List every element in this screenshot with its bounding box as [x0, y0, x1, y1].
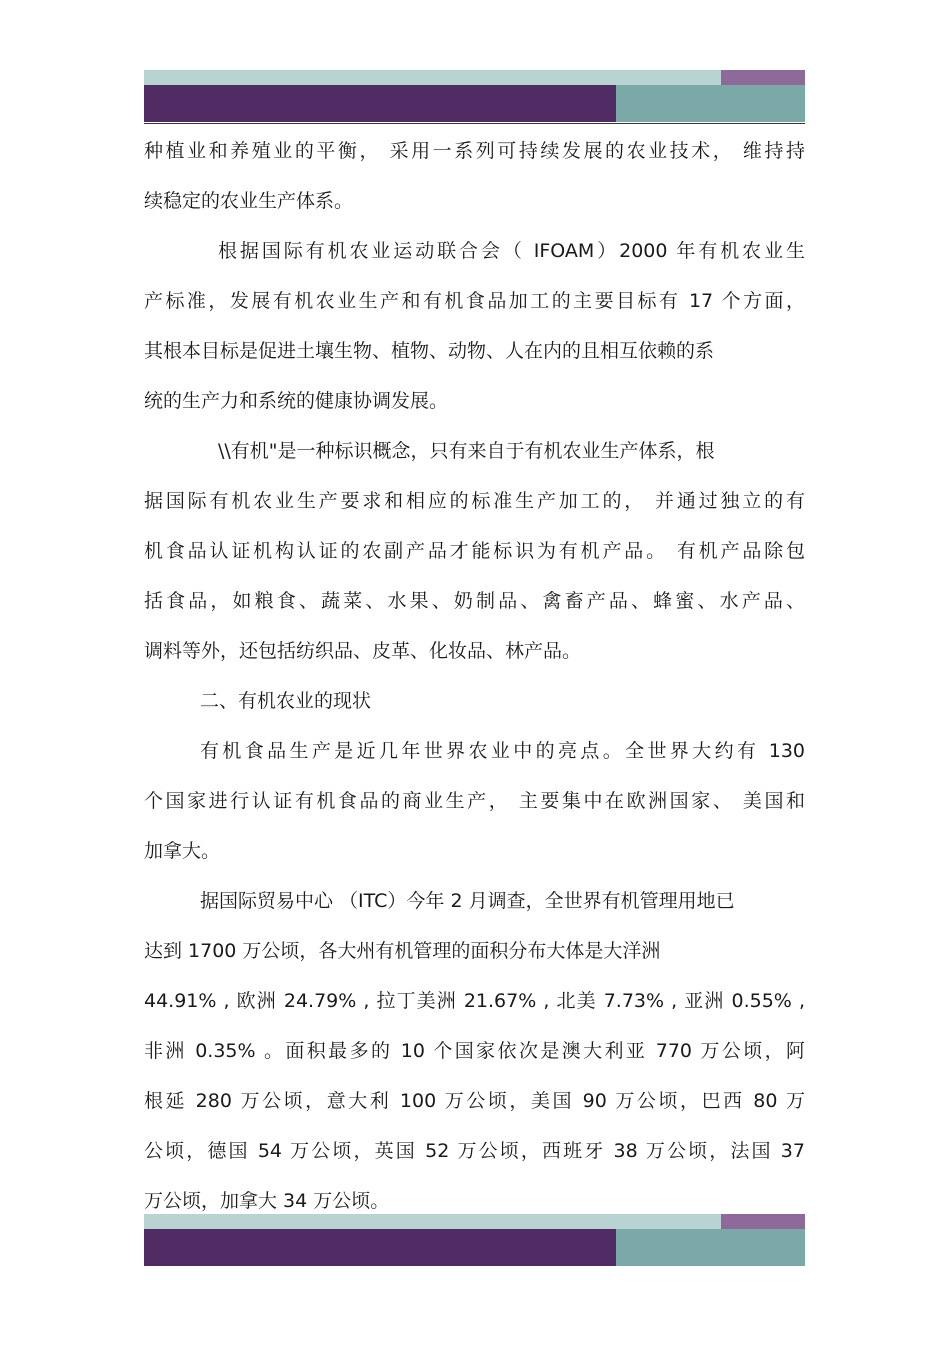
- header-band-light-strip: [144, 70, 721, 85]
- footer-band-light-strip: [144, 1214, 721, 1229]
- text-line: 调料等外，还包括纺织品、皮革、化妆品、林产品。: [144, 640, 582, 662]
- text-line: 公顷，德国 54 万公顷，英国 52 万公顷，西班牙 38 万公顷，法国 37: [144, 1140, 805, 1162]
- text-line: 加拿大。: [144, 840, 221, 862]
- text-line: 产标准，发展有机农业生产和有机食品加工的主要目标有 17 个方面，: [144, 290, 805, 312]
- header-decor-band: [144, 70, 805, 122]
- header-band-teal-strip: [616, 85, 805, 122]
- text-line: 其根本目标是促进土壤生物、植物、动物、人在内的且相互依赖的系: [144, 340, 715, 362]
- text-line: 据国际贸易中心 （ITC）今年 2 月调查，全世界有机管理用地已: [200, 890, 735, 912]
- text-line: 据国际有机农业生产要求和相应的标准生产加工的， 并通过独立的有: [144, 490, 805, 512]
- text-line: 达到 1700 万公顷，各大州有机管理的面积分布大体是大洋洲: [144, 940, 661, 962]
- text-line: 44.91% , 欧洲 24.79% , 拉丁美洲 21.67% , 北美 7.73% , 亚洲 0.55% ,: [144, 990, 805, 1012]
- text-line: 统的生产力和系统的健康协调发展。: [144, 390, 449, 412]
- header-band-dark-strip: [144, 85, 616, 122]
- footer-band-dark-strip: [144, 1229, 616, 1266]
- document-body: [144, 126, 805, 1226]
- footer-band-accent-strip: [721, 1214, 805, 1229]
- header-band-accent-strip: [721, 70, 805, 85]
- section-heading: 二、有机农业的现状: [200, 690, 372, 712]
- text-line: 根据国际有机农业运动联合会（ IFOAM）2000 年有机农业生: [218, 240, 805, 262]
- text-line: 括食品，如粮食、蔬菜、水果、奶制品、禽畜产品、蜂蜜、水产品、: [144, 590, 805, 612]
- text-line: 万公顷，加拿大 34 万公顷。: [144, 1190, 390, 1212]
- text-line: 非洲 0.35% 。面积最多的 10 个国家依次是澳大利亚 770 万公顷，阿: [144, 1040, 805, 1062]
- footer-decor-band: [144, 1214, 805, 1266]
- header-rule: [144, 123, 805, 124]
- text-line: 个国家进行认证有机食品的商业生产， 主要集中在欧洲国家、 美国和: [144, 790, 805, 812]
- text-line: \\有机"是一种标识概念，只有来自于有机农业生产体系，根: [218, 440, 715, 462]
- text-line: 续稳定的农业生产体系。: [144, 190, 354, 212]
- footer-band-teal-strip: [616, 1229, 805, 1266]
- text-line: 有机食品生产是近几年世界农业中的亮点。全世界大约有 130: [200, 740, 805, 762]
- text-line: 机食品认证机构认证的农副产品才能标识为有机产品。 有机产品除包: [144, 540, 805, 562]
- text-line: 种植业和养殖业的平衡， 采用一系列可持续发展的农业技术， 维持持: [144, 140, 805, 162]
- text-line: 根延 280 万公顷，意大利 100 万公顷，美国 90 万公顷，巴西 80 万: [144, 1090, 805, 1112]
